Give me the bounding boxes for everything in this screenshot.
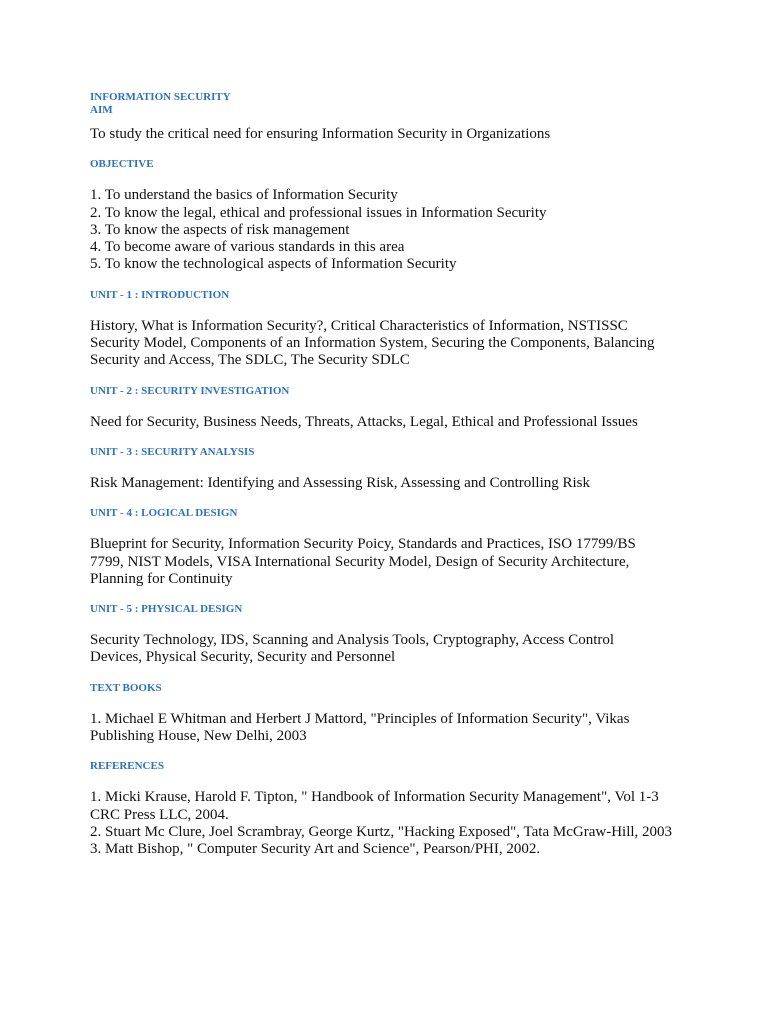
unit-2-content	[90, 414, 690, 431]
unit-1-heading: UNIT - 1 : INTRODUCTION	[90, 288, 230, 301]
aim-heading: AIM	[90, 104, 113, 116]
reference-line: 3. Matt Bishop, " Computer Security Art and Science", Pearson/PHI, 2002.	[90, 841, 541, 858]
unit-4-line: Blueprint for Security, Information Security Poicy, Standards and Practices, ISO 17799/BS	[90, 536, 636, 553]
references-heading: REFERENCES	[90, 760, 164, 773]
unit-2-line: Need for Security, Business Needs, Threats, Attacks, Legal, Ethical and Professional Issues	[90, 413, 638, 430]
unit-5-line: Devices, Physical Security, Security and Personnel	[90, 649, 396, 666]
unit-5-heading: UNIT - 5 : PHYSICAL DESIGN	[90, 603, 243, 616]
unit-3-line: Risk Management: Identifying and Assessing Risk, Assessing and Controlling Risk	[90, 474, 590, 491]
unit-3-heading: UNIT - 3 : SECURITY ANALYSIS	[90, 445, 255, 458]
reference-line: 2. Stuart Mc Clure, Joel Scrambray, George Kurtz, "Hacking Exposed", Tata McGraw-Hill, 2003	[90, 823, 673, 840]
unit-2-heading: UNIT - 2 : SECURITY INVESTIGATION	[90, 384, 290, 397]
text-books-heading: TEXT BOOKS	[90, 681, 162, 694]
objective-item: 2. To know the legal, ethical and professional issues in Information Security	[90, 204, 547, 221]
text-book-line: Publishing House, New Delhi, 2003	[90, 728, 307, 745]
document-title: INFORMATION SECURITY	[90, 91, 231, 103]
unit-5-line: Security Technology, IDS, Scanning and Analysis Tools, Cryptography, Access Control	[90, 632, 615, 649]
unit-1-line: Security Model, Components of an Information System, Securing the Components, Balancing	[90, 335, 655, 352]
objective-item: 4. To become aware of various standards in this area	[90, 239, 405, 256]
references-content	[90, 789, 690, 858]
unit-5-content	[90, 632, 690, 667]
unit-1-content	[90, 318, 690, 370]
reference-line: 1. Micki Krause, Harold F. Tipton, " Handbook of Information Security Management", Vol 1-3	[90, 789, 659, 806]
syllabus-document	[90, 91, 690, 859]
unit-4-line: 7799, NIST Models, VISA International Security Model, Design of Security Architecture,	[90, 553, 630, 570]
objective-item: 3. To know the aspects of risk management	[90, 221, 350, 238]
title-block	[90, 91, 690, 117]
objective-list	[90, 187, 690, 273]
unit-1-line: Security and Access, The SDLC, The Security SDLC	[90, 352, 410, 369]
text-book-line: 1. Michael E Whitman and Herbert J Mattord, "Principles of Information Security", Vikas	[90, 710, 630, 727]
unit-4-line: Planning for Continuity	[90, 570, 233, 587]
objective-item: 1. To understand the basics of Information Security	[90, 187, 398, 204]
unit-1-line: History, What is Information Security?, Critical Characteristics of Information, NSTISSC	[90, 317, 628, 334]
unit-4-content	[90, 536, 690, 588]
text-books-content	[90, 711, 690, 746]
unit-4-heading: UNIT - 4 : LOGICAL DESIGN	[90, 507, 238, 520]
reference-line: CRC Press LLC, 2004.	[90, 806, 229, 823]
aim-text: To study the critical need for ensuring Information Security in Organizations	[90, 126, 551, 142]
objective-item: 5. To know the technological aspects of Information Security	[90, 256, 457, 273]
unit-3-content	[90, 475, 690, 492]
objective-heading: OBJECTIVE	[90, 158, 154, 171]
